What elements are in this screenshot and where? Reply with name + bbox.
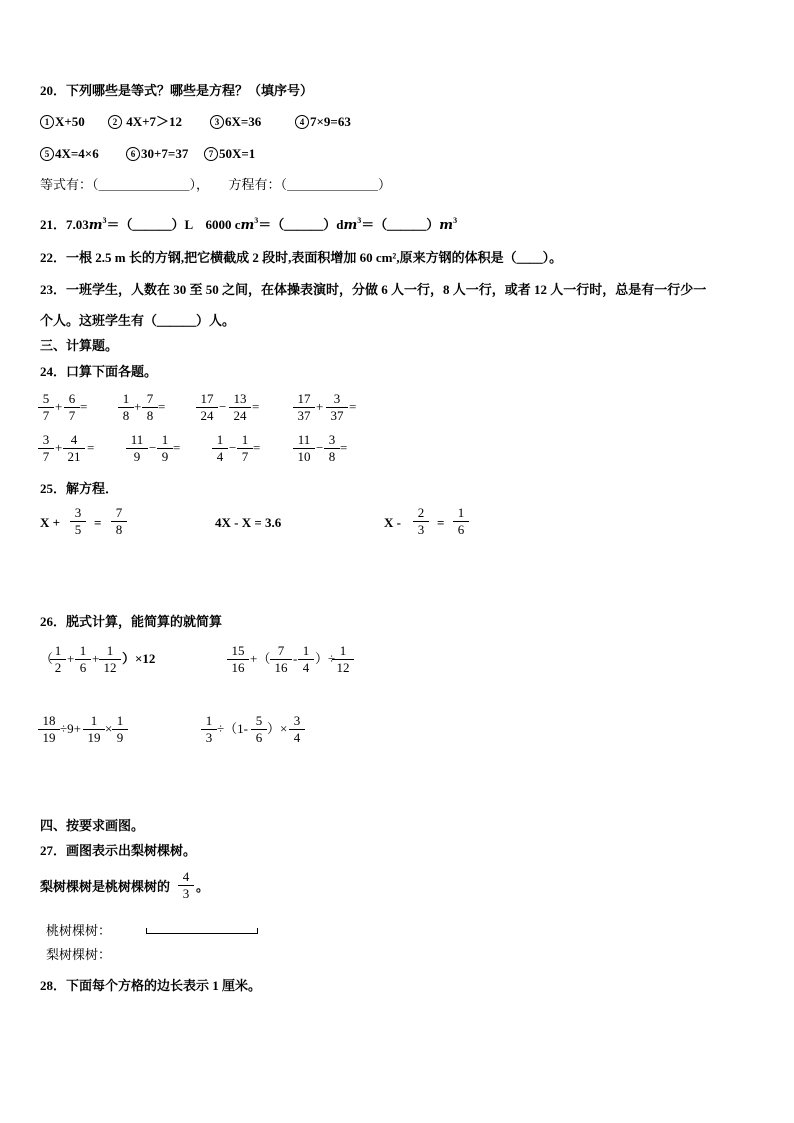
q27-statement: 梨树棵树是桃树棵树的 [40, 879, 171, 894]
q27-title: 27．画图表示出梨树棵树。 [40, 843, 197, 858]
fraction: $\frac{13}{24}$ [229, 392, 251, 423]
q20-item-3: 3 6X=36 [210, 114, 261, 130]
fraction: $\frac{11}{10}$ [293, 433, 315, 464]
section3-heading: 三、计算题。 [40, 338, 119, 353]
q20-item-6: 6 30+7=37 [126, 146, 188, 162]
fraction: $\frac{1}{12}$ [99, 644, 121, 675]
fraction: $\frac{1}{6}$ [453, 506, 469, 537]
peach-label: 桃树棵树： [46, 923, 112, 938]
q20-answer-line: 等式有：（＿＿＿＿＿＿＿）， 方程有：（＿＿＿＿＿＿＿） [40, 177, 392, 192]
fraction: $\frac{1}{6}$ [75, 644, 91, 675]
fraction: $\frac{4}{3}$ [178, 870, 194, 901]
fraction: $\frac{1}{4}$ [298, 644, 314, 675]
q21: 21．$7.03m^3=(\_\_\_)L$ 6000 $cm^3=(\_\_\_)dm^3=(\_\_\_)m^3$ [40, 216, 458, 233]
fraction: $\frac{1}{7}$ [237, 433, 253, 464]
q25-title: 25．解方程． [40, 481, 119, 496]
pear-label: 梨树棵树： [46, 947, 112, 962]
fraction: $\frac{1}{9}$ [112, 714, 128, 745]
fraction: $\frac{3}{37}$ [326, 392, 348, 423]
fraction: $\frac{17}{24}$ [196, 392, 218, 423]
fraction: $\frac{7}{8}$ [142, 392, 158, 423]
fraction: $\frac{5}{7}$ [38, 392, 54, 423]
q23-line1: 23．一班学生，人数在 30 至 50 之间，在体操表演时，分做 6 人一行，8 人一行，或者 12 人一行时，总是有一行少一 [40, 282, 707, 297]
fraction: $\frac{1}{19}$ [83, 714, 105, 745]
q27-period: 。 [196, 879, 210, 894]
fraction: $\frac{7}{8}$ [111, 506, 127, 537]
peach-segment [146, 928, 258, 934]
fraction: $\frac{3}{5}$ [70, 506, 86, 537]
fraction: $\frac{3}{4}$ [289, 714, 305, 745]
q20-item-4: 4 7×9=63 [295, 114, 351, 130]
q24-title: 24．口算下面各题。 [40, 364, 158, 379]
fraction: $\frac{17}{37}$ [293, 392, 315, 423]
fraction: $\frac{1}{4}$ [212, 433, 228, 464]
fraction: $\frac{11}{9}$ [126, 433, 148, 464]
fraction: $\frac{15}{16}$ [227, 644, 249, 675]
q20-items-row2 [40, 146, 256, 162]
fraction: $\frac{4}{21}$ [63, 433, 85, 464]
fraction: $\frac{3}{7}$ [38, 433, 54, 464]
q20-item-2: 2 4X+7＞12 [108, 114, 182, 130]
fraction: $\frac{1}{8}$ [118, 392, 134, 423]
fraction: $\frac{3}{8}$ [324, 433, 340, 464]
fraction: $\frac{1}{2}$ [50, 644, 66, 675]
q20-item-5: 5 4X=4×6 [40, 146, 99, 161]
q22: 22．一根 2.5 m 长的方钢,把它横截成 2 段时,表面积增加 60 cm²,原来方钢的体积是（＿＿）。 [40, 250, 563, 265]
q25-equation-2: 4X - X = 3.6 [215, 515, 282, 530]
q20-item-1: 1 X+50 [40, 114, 85, 129]
section4-heading: 四、按要求画图。 [40, 818, 145, 833]
fraction: $\frac{1}{12}$ [332, 644, 354, 675]
fraction: $\frac{1}{9}$ [157, 433, 173, 464]
fraction: $\frac{2}{3}$ [413, 506, 429, 537]
fraction: $\frac{5}{6}$ [251, 714, 267, 745]
fraction: $\frac{6}{7}$ [64, 392, 80, 423]
q20-items-row1 [40, 114, 351, 130]
fraction: $\frac{1}{3}$ [201, 714, 217, 745]
fraction: $\frac{7}{16}$ [270, 644, 292, 675]
fraction: $\frac{18}{19}$ [38, 714, 60, 745]
q23-line2: 个人。这班学生有（＿＿＿）人。 [40, 313, 236, 328]
q28: 28．下面每个方格的边长表示 1 厘米。 [40, 978, 262, 993]
q20-title: 20．下列哪些是等式？哪些是方程？（填序号） [40, 83, 314, 98]
q26-title: 26．脱式计算，能简算的就简算 [40, 614, 223, 629]
q20-item-7: 7 50X=1 [204, 146, 255, 162]
